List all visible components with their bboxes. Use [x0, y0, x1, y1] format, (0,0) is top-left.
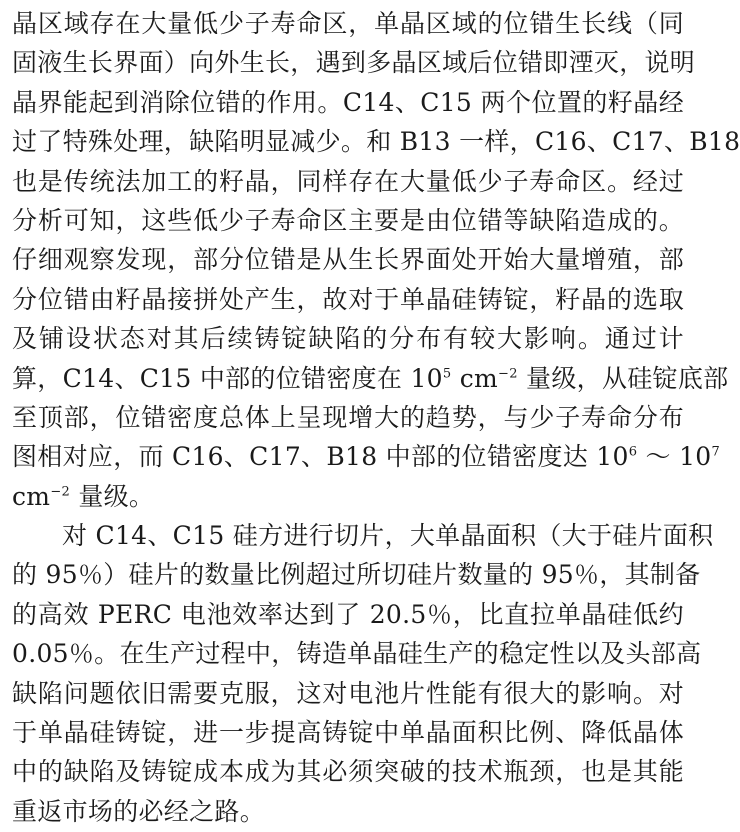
paragraph-1 [12, 4, 740, 516]
text-line: 及铺设状态对其后续铸锭缺陷的分布有较大影响。通过计 [12, 324, 684, 354]
text-line-dislocation-density-c16-b18 [12, 437, 721, 476]
text-line: 仔细观察发现，部分位错是从生长界面处开始大量增殖，部 [12, 245, 684, 275]
text-segment: 量级。 [70, 481, 155, 511]
exponent: 6 [628, 444, 638, 460]
text-line: 也是传统法加工的籽晶，同样存在大量低少子寿命区。经过 [12, 166, 684, 196]
text-line: 缺陷问题依旧需要克服，这对电池片性能有很大的影响。对 [12, 678, 684, 708]
text-line: 中的缺陷及铸锭成本成为其必须突破的技术瓶颈，也是其能 [12, 757, 684, 787]
text-line: 固液生长界面）向外生长，遇到多晶区域后位错即湮灭，说明 [12, 48, 696, 78]
text-line-unit [12, 477, 684, 516]
exponent: −2 [50, 484, 71, 500]
exponent: 5 [442, 366, 452, 382]
paragraph-2 [12, 516, 714, 831]
text-line: 分位错由籽晶接拼处产生，故对于单晶硅铸锭，籽晶的选取 [12, 284, 684, 314]
text-line: 至顶部，位错密度总体上呈现增大的趋势，与少子寿命分布 [12, 402, 684, 432]
exponent: −2 [498, 366, 518, 382]
text-line: 分析可知，这些低少子寿命区主要是由位错等缺陷造成的。 [12, 205, 684, 235]
text-line: 于单晶硅铸锭，进一步提高铸锭中单晶面积比例、降低晶体 [12, 718, 684, 748]
text-line: 的高效 PERC 电池效率达到了 20.5％，比直拉单晶硅低约 [12, 599, 684, 629]
text-line: 过了特殊处理，缺陷明显减少。和 B13 一样，C16、C17、B18 [12, 127, 740, 157]
text-segment: 算，C14、C15 中部的位错密度在 10 [12, 363, 443, 393]
text-line: 的 95％）硅片的数量比例超过所切硅片数量的 95％，其制备 [12, 560, 701, 590]
text-segment: ～ 10 [637, 442, 712, 472]
text-line-dislocation-density-c14-c15 [12, 359, 729, 398]
text-segment: cm [12, 481, 51, 511]
text-line: 对 C14、C15 硅方进行切片，大单晶面积（大于硅片面积 [62, 521, 714, 551]
text-segment: 量级，从硅锭底部 [517, 363, 729, 393]
text-line: 晶界能起到消除位错的作用。C14、C15 两个位置的籽晶经 [12, 87, 684, 117]
text-segment: 图相对应，而 C16、C17、B18 中部的位错密度达 10 [12, 442, 629, 472]
text-segment: cm [451, 363, 499, 393]
text-line: 晶区域存在大量低少子寿命区，单晶区域的位错生长线（同 [12, 9, 684, 38]
text-line: 重返市场的必经之路。 [12, 796, 266, 826]
text-line: 0.05％。在生产过程中，铸造单晶硅生产的稳定性以及头部高 [12, 639, 702, 669]
exponent: 7 [711, 444, 721, 460]
